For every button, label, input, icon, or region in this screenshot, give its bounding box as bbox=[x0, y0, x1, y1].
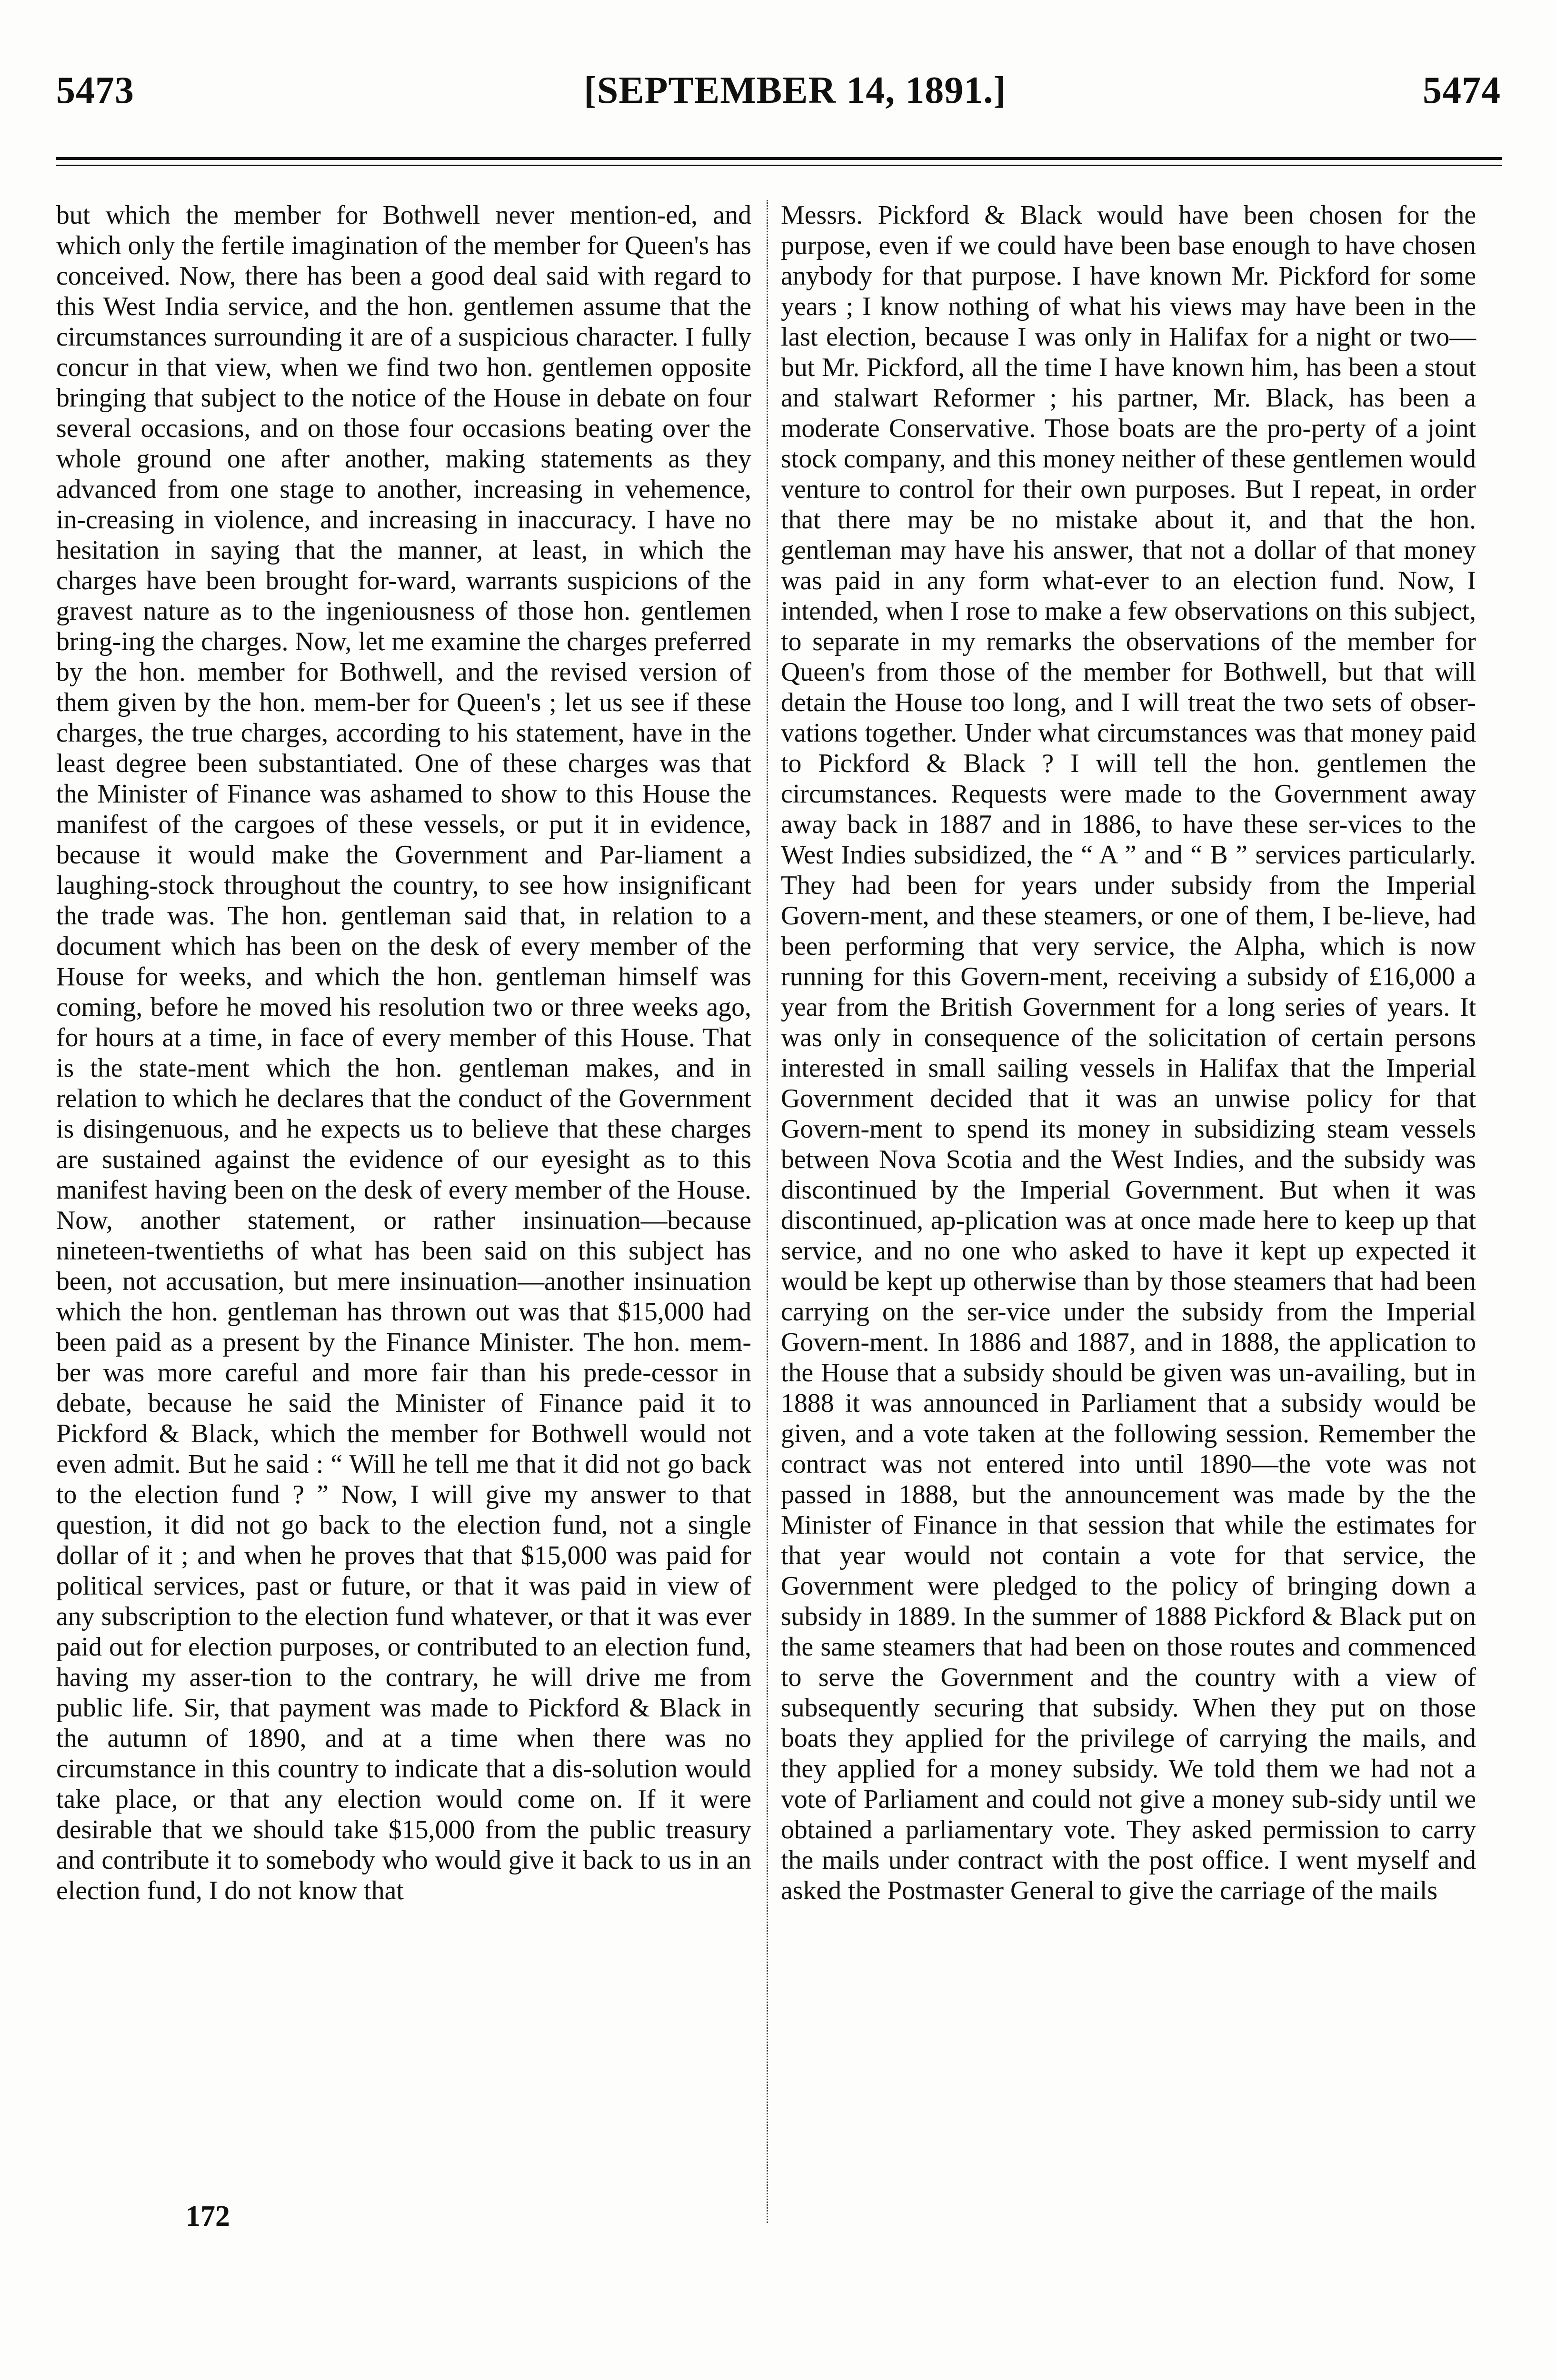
column-divider bbox=[767, 200, 768, 2223]
page-date-header: [SEPTEMBER 14, 1891.] bbox=[584, 69, 1007, 111]
left-column-paragraph: but which the member for Bothwell never mention-ed, and which only the fertile imagination of the member for Queen's has conceived. Now, there has been a good deal said with regard to this West India service, and the hon. gentlemen assume that the circumstances surrounding it are of a suspicious character. I fully concur in that view, when we find two hon. gentlemen opposite bringing that subject to the notice of the House in debate on four several occasions, and on those four occasions beating over the whole ground one after another, making statements as they advanced from one stage to another, increasing in vehemence, in-creasing in violence, and increasing in inaccuracy. I have no hesitation in saying that the manner, at least, in which the charges have been brought for-ward, warrants suspicions of the gravest nature as to the ingeniousness of those hon. gentlemen bring-ing the charges. Now, let me examine the charges preferred by the hon. member for Bothwell, and the revised version of them given by the hon. mem-ber for Queen's ; let us see if these charges, the true charges, according to his statement, have in the least degree been substantiated. One of these charges was that the Minister of Finance was ashamed to show to this House the manifest of the cargoes of these vessels, or put it in evidence, because it would make the Government and Par-liament a laughing-stock throughout the country, to see how insignificant the trade was. The hon. gentleman said that, in relation to a document which has been on the desk of every member of the House for weeks, and which the hon. gentleman himself was coming, before he moved his resolution two or three weeks ago, for hours at a time, in face of every member of this House. That is the state-ment which the hon. gentleman makes, and in relation to which he declares that the conduct of the Government is disingenuous, and he expects us to believe that these charges are sustained against the evidence of our eyesight as to this manifest having been on the desk of every member of the House. Now, another statement, or rather insinuation—because nineteen-twentieths of what has been said on this subject has been, not accusation, but mere insinuation—another insinuation which the hon. gentleman has thrown out was that $15,000 had been paid as a present by the Finance Minister. The hon. mem-ber was more careful and more fair than his prede-cessor in debate, because he said the Minister of Finance paid it to Pickford & Black, which the member for Bothwell would not even admit. But he said : “ Will he tell me that it did not go back to the election fund ? ” Now, I will give my answer to that question, it did not go back to the election fund, not a single dollar of it ; and when he proves that that $15,000 was paid for political services, past or future, or that it was paid in view of any subscription to the election fund whatever, or that it was ever paid out for election purposes, or contributed to an election fund, having my asser-tion to the contrary, he will drive me from public life. Sir, that payment was made to Pickford & Black in the autumn of 1890, and at a time when there was no circumstance in this country to indicate that a dis-solution would take place, or that any election would come on. If it were desirable that we should take $15,000 from the public treasury and contribute it to somebody who would give it back to us in an election fund, I do not know that bbox=[56, 200, 751, 1905]
left-text-column bbox=[56, 200, 751, 1906]
header-rule-thin bbox=[56, 165, 1502, 166]
right-column-paragraph: Messrs. Pickford & Black would have been chosen for the purpose, even if we could have been base enough to have chosen anybody for that purpose. I have known Mr. Pickford for some years ; I know nothing of what his views may have been in the last election, because I was only in Halifax for a night or two—but Mr. Pickford, all the time I have known him, has been a stout and stalwart Reformer ; his partner, Mr. Black, has been a moderate Conservative. Those boats are the pro-perty of a joint stock company, and this money neither of these gentlemen would venture to control for their own purposes. But I repeat, in order that there may be no mistake about it, and that the hon. gentleman may have his answer, that not a dollar of that money was paid in any form what-ever to an election fund. Now, I intended, when I rose to make a few observations on this subject, to separate in my remarks the observations of the member for Queen's from those of the member for Bothwell, but that will detain the House too long, and I will treat the two sets of obser-vations together. Under what circumstances was that money paid to Pickford & Black ? I will tell the hon. gentlemen the circumstances. Requests were made to the Government away away back in 1887 and in 1886, to have these ser-vices to the West Indies subsidized, the “ A ” and “ B ” services particularly. They had been for years under subsidy from the Imperial Govern-ment, and these steamers, or one of them, I be-lieve, had been performing that very service, the Alpha, which is now running for this Govern-ment, receiving a subsidy of £16,000 a year from the British Government for a long series of years. It was only in consequence of the solicitation of certain persons interested in small sailing vessels in Halifax that the Imperial Government decided that it was an unwise policy for that Govern-ment to spend its money in subsidizing steam vessels between Nova Scotia and the West Indies, and the subsidy was discontinued by the Imperial Government. But when it was discontinued, ap-plication was at once made here to keep up that service, and no one who asked to have it kept up expected it would be kept up otherwise than by those steamers that had been carrying on the ser-vice under the subsidy from the Imperial Govern-ment. In 1886 and 1887, and in 1888, the application to the House that a subsidy should be given was un-availing, but in 1888 it was announced in Parliament that a subsidy would be given, and a vote taken at the following session. Remember the contract was not entered into until 1890—the vote was not passed in 1888, but the announcement was made by the the Minister of Finance in that session that while the estimates for that year would not contain a vote for that service, the Government were pledged to the policy of bringing down a subsidy in 1889. In the summer of 1888 Pickford & Black put on the same steamers that had been on those routes and commenced to serve the Government and the country with a view of subsequently securing that subsidy. When they put on those boats they applied for the privilege of carrying the mails, and they applied for a money subsidy. We told them we had not a vote of Parliament and could not give a money sub-sidy until we obtained a parliamentary vote. They asked permission to carry the mails under contract with the post office. I went myself and asked the Postmaster General to give the carriage of the mails bbox=[781, 200, 1476, 1905]
right-text-column bbox=[781, 200, 1476, 1906]
left-page-number: 5473 bbox=[56, 69, 134, 111]
right-page-number: 5474 bbox=[1423, 69, 1501, 111]
header-rule-thick bbox=[56, 157, 1502, 160]
signature-number: 172 bbox=[186, 2200, 230, 2232]
